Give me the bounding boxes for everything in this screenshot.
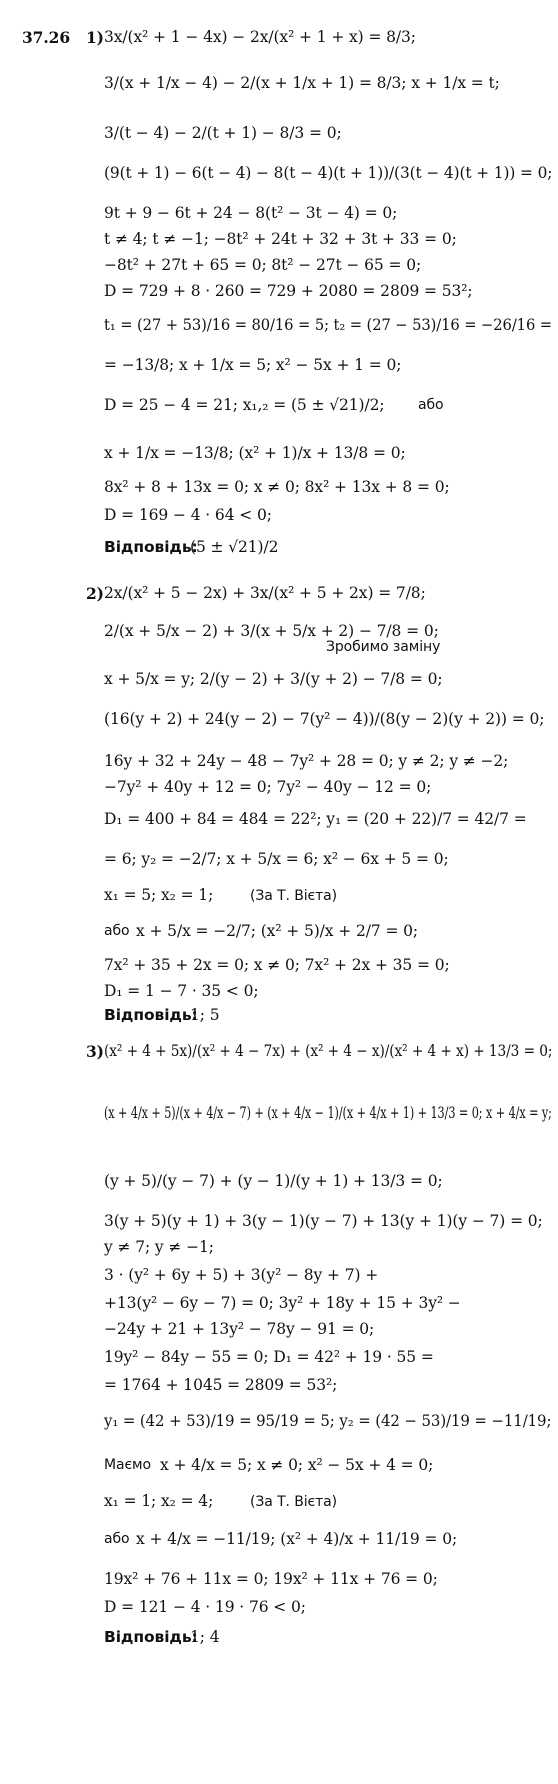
part3-or-word: або bbox=[104, 1531, 130, 1547]
part2-line-4: (16(y + 2) + 24(y − 2) − 7(y² − 4))/(8(y − 2)(y + 2)) = 0; bbox=[104, 710, 545, 728]
part1-label: 1) bbox=[86, 28, 104, 47]
part3-line-13: x₁ = 1; x₂ = 4; bbox=[104, 1492, 214, 1510]
part1-line-9: t₁ = (27 + 53)/16 = 80/16 = 5; t₂ = (27 − 53)/16 = −26/16 = bbox=[104, 316, 553, 334]
part2-line-6: −7y² + 40y + 12 = 0; 7y² − 40y − 12 = 0; bbox=[104, 778, 432, 796]
part1-line-2: 3/(x + 1/x − 4) − 2/(x + 1/x + 1) = 8/3; x + 1/x = t; bbox=[104, 74, 500, 92]
part3-line-6: 3 · (y² + 6y + 5) + 3(y² − 8y + 7) + bbox=[104, 1266, 379, 1284]
problem-number: 37.26 bbox=[22, 28, 71, 47]
part2-label: 2) bbox=[86, 584, 104, 603]
part3-line-8: −24y + 21 + 13y² − 78y − 91 = 0; bbox=[104, 1320, 375, 1338]
part2-answer-label: Відповідь: bbox=[104, 1006, 198, 1024]
part1-or-word: або bbox=[418, 397, 444, 413]
part3-line-1: (x² + 4 + 5x)/(x² + 4 − 7x) + (x² + 4 − x)/(x² + 4 + x) + 13/3 = 0; bbox=[104, 1042, 553, 1060]
part2-line-10: x + 5/x = −2/7; (x² + 5)/x + 2/7 = 0; bbox=[136, 922, 419, 940]
part3-have-word: Маємо bbox=[104, 1457, 151, 1473]
part3-line-16: D = 121 − 4 · 19 · 76 < 0; bbox=[104, 1598, 306, 1616]
part2-line-12: D₁ = 1 − 7 · 35 < 0; bbox=[104, 982, 259, 1000]
part2-line-5: 16y + 32 + 24y − 48 − 7y² + 28 = 0; y ≠ 2; y ≠ −2; bbox=[104, 752, 509, 770]
part2-line-11: 7x² + 35 + 2x = 0; x ≠ 0; 7x² + 2x + 35 = 0; bbox=[104, 956, 450, 974]
part1-line-7: −8t² + 27t + 65 = 0; 8t² − 27t − 65 = 0; bbox=[104, 256, 422, 274]
part1-line-8: D = 729 + 8 · 260 = 729 + 2080 = 2809 = 53²; bbox=[104, 282, 473, 300]
part2-line-8: = 6; y₂ = −2/7; x + 5/x = 6; x² − 6x + 5 = 0; bbox=[104, 850, 449, 868]
part1-line-1: 3x/(x² + 1 − 4x) − 2x/(x² + 1 + x) = 8/3; bbox=[104, 28, 416, 46]
part3-answer: 1; 4 bbox=[190, 1628, 220, 1646]
part1-line-6: t ≠ 4; t ≠ −1; −8t² + 24t + 32 + 3t + 33 = 0; bbox=[104, 230, 457, 248]
part2-line-1: 2x/(x² + 5 − 2x) + 3x/(x² + 5 + 2x) = 7/8; bbox=[104, 584, 426, 602]
part1-line-3: 3/(t − 4) − 2/(t + 1) − 8/3 = 0; bbox=[104, 124, 342, 142]
part3-line-10: = 1764 + 1045 = 2809 = 53²; bbox=[104, 1376, 338, 1394]
part1-line-5: 9t + 9 − 6t + 24 − 8(t² − 3t − 4) = 0; bbox=[104, 204, 398, 222]
part2-answer: 1; 5 bbox=[190, 1006, 220, 1024]
part1-line-11: D = 25 − 4 = 21; x₁,₂ = (5 ± √21)/2; bbox=[104, 396, 385, 414]
part2-line-9: x₁ = 5; x₂ = 1; bbox=[104, 886, 214, 904]
part1-line-13: 8x² + 8 + 13x = 0; x ≠ 0; 8x² + 13x + 8 = 0; bbox=[104, 478, 450, 496]
part2-line-7: D₁ = 400 + 84 = 484 = 22²; y₁ = (20 + 22)/7 = 42/7 = bbox=[104, 810, 527, 828]
part3-line-2: (x + 4/x + 5)/(x + 4/x − 7) + (x + 4/x − 1)/(x + 4/x + 1) + 13/3 = 0; x + 4/x = y; bbox=[104, 1104, 552, 1122]
part1-line-4: (9(t + 1) − 6(t − 4) − 8(t − 4)(t + 1))/(3(t − 4)(t + 1)) = 0; bbox=[104, 164, 553, 182]
part1-answer-label: Відповідь: bbox=[104, 538, 198, 556]
part3-line-5: y ≠ 7; y ≠ −1; bbox=[104, 1238, 214, 1256]
part3-vieta-note: (За Т. Вієта) bbox=[250, 1494, 337, 1510]
part3-line-4: 3(y + 5)(y + 1) + 3(y − 1)(y − 7) + 13(y + 1)(y − 7) = 0; bbox=[104, 1212, 543, 1230]
part3-label: 3) bbox=[86, 1042, 104, 1061]
part3-line-11: y₁ = (42 + 53)/19 = 95/19 = 5; y₂ = (42 − 53)/19 = −11/19; bbox=[104, 1412, 552, 1430]
part1-line-10: = −13/8; x + 1/x = 5; x² − 5x + 1 = 0; bbox=[104, 356, 402, 374]
part1-answer: (5 ± √21)/2 bbox=[190, 538, 279, 556]
part2-vieta-note: (За Т. Вієта) bbox=[250, 888, 337, 904]
part2-substitution-note: Зробимо заміну bbox=[326, 639, 441, 655]
part3-answer-label: Відповідь: bbox=[104, 1628, 198, 1646]
part3-line-7: +13(y² − 6y − 7) = 0; 3y² + 18y + 15 + 3y² − bbox=[104, 1294, 461, 1312]
part1-line-14: D = 169 − 4 · 64 < 0; bbox=[104, 506, 272, 524]
part1-line-12: x + 1/x = −13/8; (x² + 1)/x + 13/8 = 0; bbox=[104, 444, 406, 462]
part2-line-2: 2/(x + 5/x − 2) + 3/(x + 5/x + 2) − 7/8 = 0; bbox=[104, 622, 439, 640]
part2-line-3: x + 5/x = y; 2/(y − 2) + 3/(y + 2) − 7/8 = 0; bbox=[104, 670, 443, 688]
part2-or-word: або bbox=[104, 923, 130, 939]
part3-line-15: 19x² + 76 + 11x = 0; 19x² + 11x + 76 = 0; bbox=[104, 1570, 438, 1588]
part3-line-12: x + 4/x = 5; x ≠ 0; x² − 5x + 4 = 0; bbox=[160, 1456, 434, 1474]
part3-line-14: x + 4/x = −11/19; (x² + 4)/x + 11/19 = 0; bbox=[136, 1530, 458, 1548]
part3-line-9: 19y² − 84y − 55 = 0; D₁ = 42² + 19 · 55 = bbox=[104, 1348, 434, 1366]
part3-line-3: (y + 5)/(y − 7) + (y − 1)/(y + 1) + 13/3 = 0; bbox=[104, 1172, 443, 1190]
